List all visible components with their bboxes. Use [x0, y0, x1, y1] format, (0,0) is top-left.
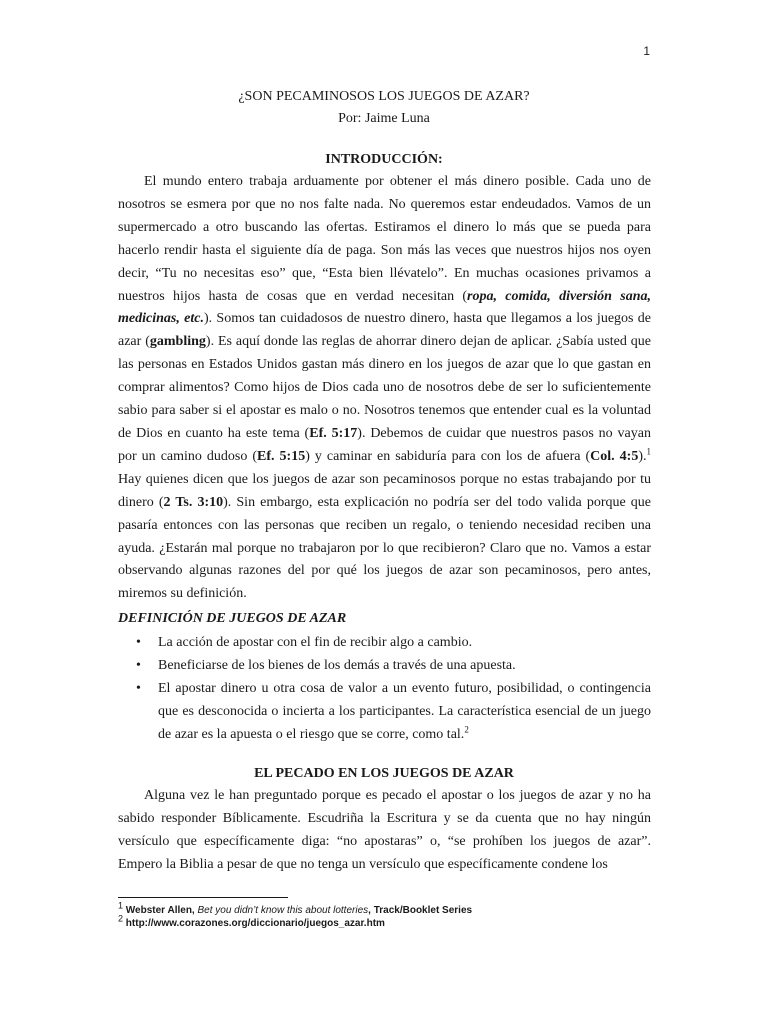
page-number: 1	[643, 44, 650, 58]
footnote-2-link[interactable]: http://www.corazones.org/diccionario/juegos_azar.htm	[125, 918, 385, 929]
intro-text-5: ) y caminar en sabiduría para con los de afuera (	[305, 448, 591, 464]
intro-text-7: Hay quienes dicen que los juegos de azar son pecaminosos porque no estas trabajando por tu dinero (	[118, 471, 651, 510]
footnote-1-series: , Track/Booklet Series	[368, 905, 473, 916]
bullet-icon: •	[136, 680, 141, 696]
document-title: ¿SON PECAMINOSOS LOS JUEGOS DE AZAR?	[238, 89, 530, 104]
intro-text-1: El mundo entero trabaja arduamente por obtener el más dinero posible. Cada uno de nosotros se esmera por que no nos falte nada. No queremos estar endeudados. Vamos de un supermercado a otro buscando las ofertas. Estiramos el dinero lo más que se pueda para hacerlo rendir hasta el siguiente día de paga. Son más las veces que nuestros hijos nos oyen decir, “Tu no necesitas eso” que, “Esta bien llévatelo”. En muchas ocasiones privamos a nuestros hijos hasta de cosas que en verdad necesitan (	[118, 174, 651, 304]
bible-ref-2-ts-3-10: 2 Ts. 3:10	[163, 494, 224, 510]
bullet-icon: •	[136, 657, 141, 673]
footnote-2-mark: 2	[118, 913, 124, 924]
list-item-text: El apostar dinero u otra cosa de valor a un evento futuro, posibilidad, o contingencia que es desconocida o incierta a los participantes. La característica esencial de un juego de azar es la apuesta o el riesgo que se corre, como tal.	[158, 680, 651, 742]
bible-ref-col-4-5: Col. 4:5	[590, 448, 639, 464]
bullet-icon: •	[136, 635, 141, 650]
definition-list	[118, 632, 651, 747]
footnotes	[118, 900, 651, 930]
footnote-1-work: Bet you didn’t know this about lotteries	[197, 905, 369, 916]
footnote-1-mark: 1	[118, 900, 124, 911]
list-item	[118, 632, 651, 655]
intro-italic-list: ropa, comida, diversión sana, medicinas, etc.	[118, 288, 651, 327]
list-item	[118, 678, 651, 747]
footnote-1-author: Webster Allen,	[125, 905, 198, 916]
bible-ref-ef-5-15: Ef. 5:15	[257, 448, 306, 464]
footnote-1	[118, 900, 651, 917]
footnote-mark-2: 2	[464, 723, 469, 734]
document-author: Por: Jaime Luna	[338, 111, 430, 126]
intro-text-8: ). Sin embargo, esta explicación no podría ser del todo valida porque que pasaría entonces con las personas que reciben un regalo, o teniendo necesidad reciben una ayuda. ¿Estarán mal porque no trabajaron por lo que recibieron? Claro que no. Vamos a estar observando algunas razones del por qué los juegos de azar son pecaminosos, pero antes, miremos su definición.	[118, 494, 651, 602]
definition-heading: DEFINICIÓN DE JUEGOS DE AZAR	[118, 611, 347, 626]
list-item-text: La acción de apostar con el fin de recibir algo a cambio.	[158, 635, 473, 650]
sin-section-paragraph: Alguna vez le han preguntado porque es pecado el apostar o los juegos de azar y no ha sabido responder Bíblicamente. Escudriña la Escritura y se da cuenta que no hay ningún versículo que específicamente diga: “no apostaras” o, “se prohíben los juegos de azar”. Empero la Biblia a pesar de que no tenga un versículo que específicamente condene los	[118, 788, 651, 872]
sin-section-heading: EL PECADO EN LOS JUEGOS DE AZAR	[254, 766, 514, 781]
footnote-mark-1: 1	[646, 446, 651, 457]
gambling-term: gambling	[149, 334, 206, 350]
intro-paragraph	[118, 171, 651, 606]
bible-ref-ef-5-17: Ef. 5:17	[309, 425, 358, 441]
list-item	[118, 655, 651, 678]
intro-text-3: ). Es aquí donde las reglas de ahorrar dinero dejan de aplicar. ¿Sabía usted que las personas en Estados Unidos gastan más dinero en los juegos de azar que lo que gastan en comprar alimentos? Como hijos de Dios cada uno de nosotros debe de ser lo suficientemente sabio para saber si el apostar es malo o no. Nosotros tenemos que entender cual es la voluntad de Dios en cuanto ha este tema (	[118, 334, 652, 441]
list-item-text: Beneficiarse de los bienes de los demás a través de una apuesta.	[158, 657, 516, 673]
footnote-2	[118, 913, 651, 930]
intro-text-2: ). Somos tan cuidadosos de nuestro dinero, hasta que llegamos a los juegos de azar (	[118, 311, 651, 350]
intro-text-6: ).	[638, 448, 647, 464]
intro-heading: INTRODUCCIÓN:	[325, 152, 443, 167]
footnote-divider	[118, 897, 288, 898]
intro-text-4: ). Debemos de cuidar que nuestros pasos no vayan por un camino dudoso (	[118, 425, 651, 464]
